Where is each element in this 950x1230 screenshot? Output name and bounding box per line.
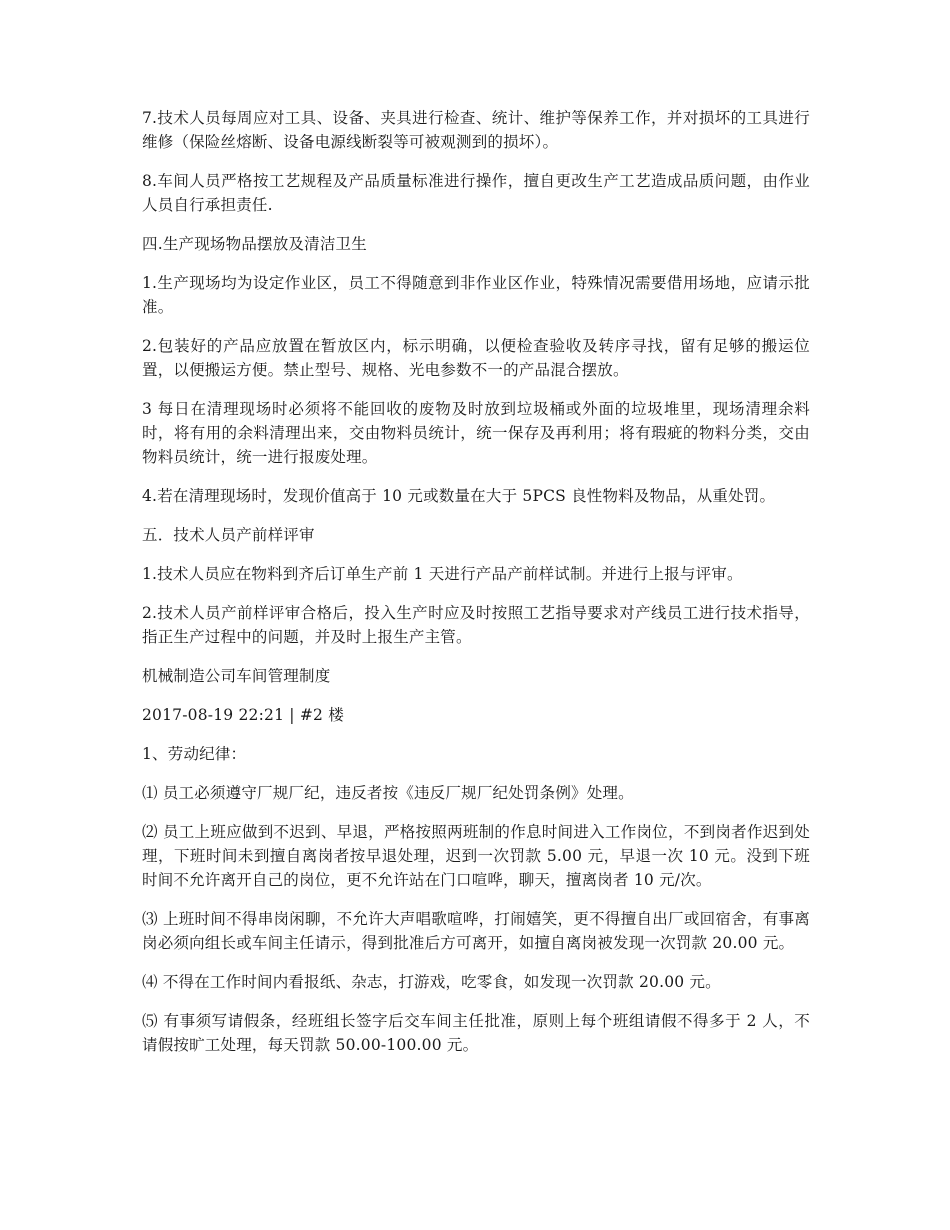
paragraph-cleanup-penalty: 4.若在清理现场时，发现价值高于 10 元或数量在大于 5PCS 良性物料及物品，从重处罚。 [142,487,776,505]
rule-item-5: ⑸ 有事须写请假条，经班组长签字后交车间主任批准，原则上每个班组请假不得多于 2 人，不请假按旷工处理，每天罚款 50.00-100.00 元。 [142,1012,810,1054]
paragraph-process-compliance: 8.车间人员严格按工艺规程及产品质量标准进行操作，擅自更改生产工艺造成品质问题，由作业人员自行承担责任. [142,172,810,214]
paragraph-work-areas: 1.生产现场均为设定作业区，员工不得随意到非作业区作业，特殊情况需要借用场地，应请示批准。 [142,274,810,316]
section-heading-labor-discipline: 1、劳动纪律： [142,745,247,763]
paragraph-sample-trial: 1.技术人员应在物料到齐后订单生产前 1 天进行产品产前样试制。并进行上报与评审。 [142,565,743,583]
rule-item-1: ⑴ 员工必须遵守厂规厂纪，违反者按《违反厂规厂纪处罚条例》处理。 [142,784,634,802]
section-heading-site-cleanliness: 四.生产现场物品摆放及清洁卫生 [142,235,367,253]
rule-item-3: ⑶ 上班时间不得串岗闲聊，不允许大声唱歌喧哗，打闹嬉笑，更不得擅自出厂或回宿舍，有事离岗必须向组长或车间主任请示，得到批准后方可离开，如擅自离岗被发现一次罚款 20.00 元。 [142,910,810,952]
section-heading-preproduction-review: 五．技术人员产前样评审 [142,526,315,544]
document-title: 机械制造公司车间管理制度 [142,667,331,685]
paragraph-technical-guidance: 2.技术人员产前样评审合格后，投入生产时应及时按照工艺指导要求对产线员工进行技术指导，指正生产过程中的问题，并及时上报生产主管。 [142,604,810,646]
rule-item-4: ⑷ 不得在工作时间内看报纸、杂志，打游戏，吃零食，如发现一次罚款 20.00 元。 [142,973,721,991]
document-body [142,106,810,1072]
paragraph-tool-maintenance: 7.技术人员每周应对工具、设备、夹具进行检查、统计、维护等保养工作，并对损坏的工具进行维修（保险丝熔断、设备电源线断裂等可被观测到的损坏）。 [142,109,810,151]
paragraph-product-storage: 2.包装好的产品应放置在暂放区内，标示明确，以便检查验收及转序寻找，留有足够的搬运位置，以便搬运方便。禁止型号、规格、光电参数不一的产品混合摆放。 [142,337,810,379]
paragraph-daily-cleanup: 3 每日在清理现场时必须将不能回收的废物及时放到垃圾桶或外面的垃圾堆里，现场清理余料时，将有用的余料清理出来，交由物料员统计，统一保存及再利用；将有瑕疵的物料分类，交由物料员统计，统一进行报废处理。 [142,400,810,466]
post-timestamp: 2017-08-19 22:21 | #2 楼 [142,706,344,724]
rule-item-2: ⑵ 员工上班应做到不迟到、早退，严格按照两班制的作息时间进入工作岗位，不到岗者作迟到处理，下班时间未到擅自离岗者按早退处理，迟到一次罚款 5.00 元，早退一次 10 元。没到下班时间不允许离开自己的岗位，更不允许站在门口喧哗，聊天，擅离岗者 10 元/次。 [142,823,810,889]
